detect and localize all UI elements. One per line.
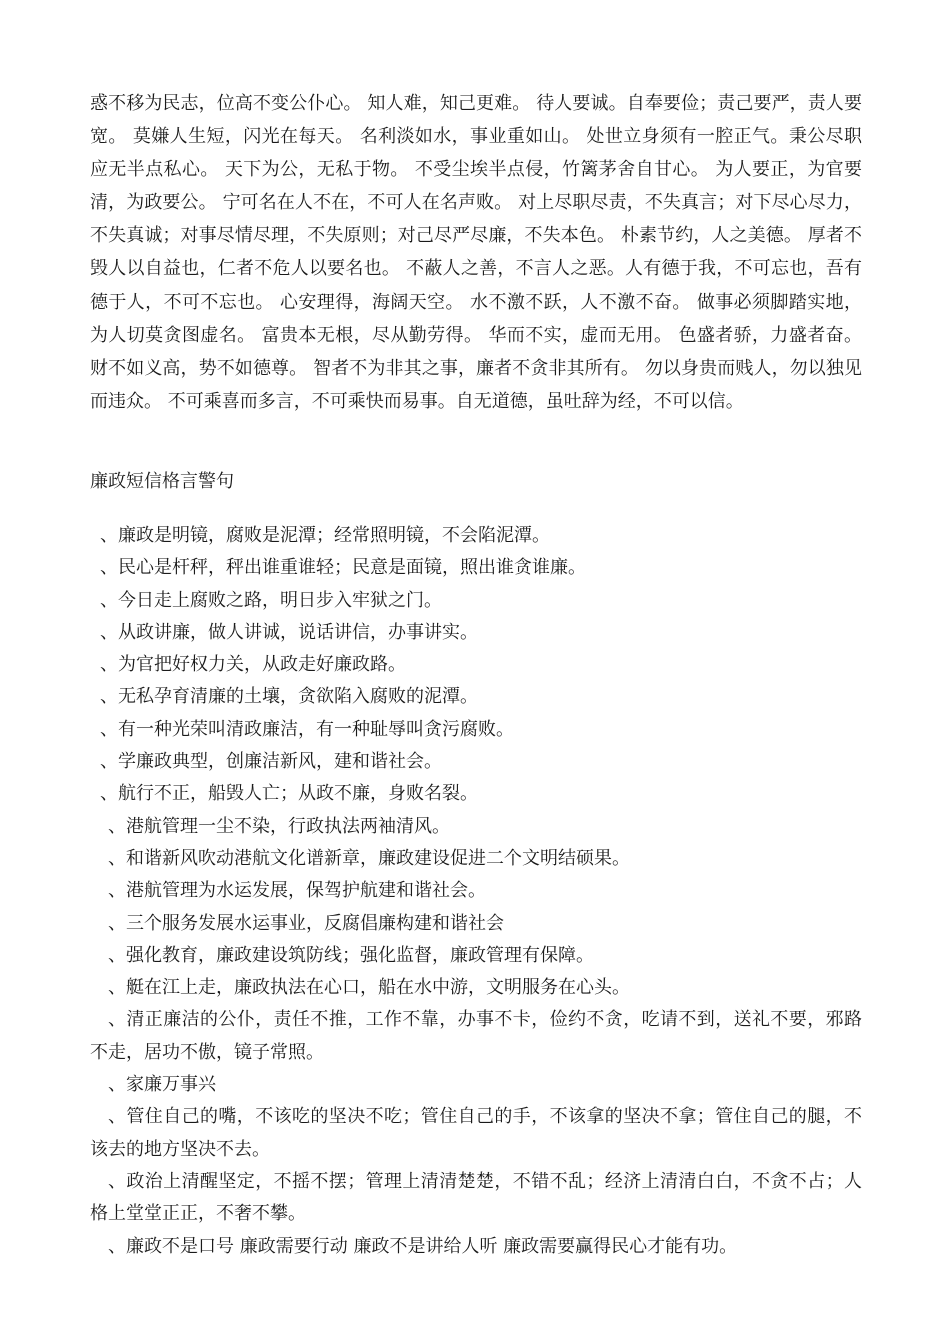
list-item: 、为官把好权力关，从政走好廉政路。: [100, 654, 406, 676]
list-item: 、廉政是明镜，腐败是泥潭；经常照明镜，不会陷泥潭。: [100, 525, 550, 546]
list-item: 、从政讲廉，做人讲诚，说话讲信，办事讲实。: [100, 621, 478, 643]
list-item: 、强化教育，廉政建设筑防线；强化监督，廉政管理有保障。: [108, 944, 594, 966]
list-item: 、港航管理一尘不染，行政执法两袖清风。: [108, 815, 450, 837]
list-item: 、今日走上腐败之路，明日步入牢狱之门。: [100, 589, 442, 611]
list-item: 、政治上清醒坚定，不摇不摆；管理上清清楚楚，不错不乱；经济上清清白白，不贪不占；人格上堂堂正正，不奢不攀。: [90, 1170, 862, 1225]
document-page: [90, 87, 862, 1257]
list-item: 、三个服务发展水运事业，反腐倡廉构建和谐社会: [108, 912, 504, 934]
intro-paragraph: 惑不移为民志，位高不变公仆心。 知人难，知己更难。 待人要诚。自奉要俭；责己要严，责人要宽。 莫嫌人生短，闪光在每天。 名利淡如水，事业重如山。 处世立身须有一腔正气。秉公尽职应无半点私心。 天下为公，无私于物。 不受尘埃半点侵，竹篱茅舍自甘心。 为人要正，为官要清，为政要公。 宁可名在人不在，不可人在名声败。 对上尽职尽责，不失真言；对下尽心尽力，不失真诚；对事尽情尽理，不失原则；对己尽严尽廉，不失本色。 朴素节约，人之美德。 厚者不毁人以自益也，仁者不危人以要名也。 不蔽人之善，不言人之恶。人有德于我，不可忘也，吾有德于人，不可不忘也。 心安理得，海阔天空。 水不激不跃，人不激不奋。 做事必须脚踏实地，为人切莫贪图虚名。 富贵本无根，尽从勤劳得。 华而不实，虚而无用。 色盛者骄，力盛者奋。 财不如义高，势不如德尊。 智者不为非其之事，廉者不贪非其所有。 勿以身贵而贱人，勿以独见而违众。 不可乘喜而多言，不可乘快而易事。自无道德，虽吐辞为经，不可以信。: [90, 93, 862, 412]
list-item: 、廉政不是口号 廉政需要行动 廉政不是讲给人听 廉政需要赢得民心才能有功。: [108, 1235, 738, 1257]
slogan-list: [90, 520, 862, 1263]
list-item: 、有一种光荣叫清政廉洁，有一种耻辱叫贪污腐败。: [100, 718, 514, 740]
list-item: 、管住自己的嘴，不该吃的坚决不吃；管住自己的手，不该拿的坚决不拿；管住自己的腿，不该去的地方坚决不去。: [90, 1106, 862, 1160]
list-item: 、和谐新风吹动港航文化谱新章，廉政建设促进二个文明结硕果。: [108, 847, 630, 869]
list-item: 、民心是杆秤，秤出谁重谁轻；民意是面镜，照出谁贪谁廉。: [100, 557, 586, 579]
list-item: 、港航管理为水运发展，保驾护航建和谐社会。: [108, 880, 486, 902]
list-item: 、清正廉洁的公仆，责任不推，工作不靠，办事不卡，俭约不贪，吃请不到，送礼不要，邪路不走，居功不傲，镜子常照。: [90, 1009, 862, 1063]
list-item: 、艇在江上走，廉政执法在心口，船在水中游，文明服务在心头。: [108, 977, 630, 999]
list-item: 、家廉万事兴: [108, 1074, 216, 1096]
list-item: 、学廉政典型，创廉洁新风，建和谐社会。: [100, 751, 442, 773]
list-item: 、航行不正，船毁人亡；从政不廉，身败名裂。: [100, 783, 478, 805]
list-item: 、无私孕育清廉的土壤，贪欲陷入腐败的泥潭。: [100, 686, 478, 708]
section-title: 廉政短信格言警句: [90, 471, 234, 492]
